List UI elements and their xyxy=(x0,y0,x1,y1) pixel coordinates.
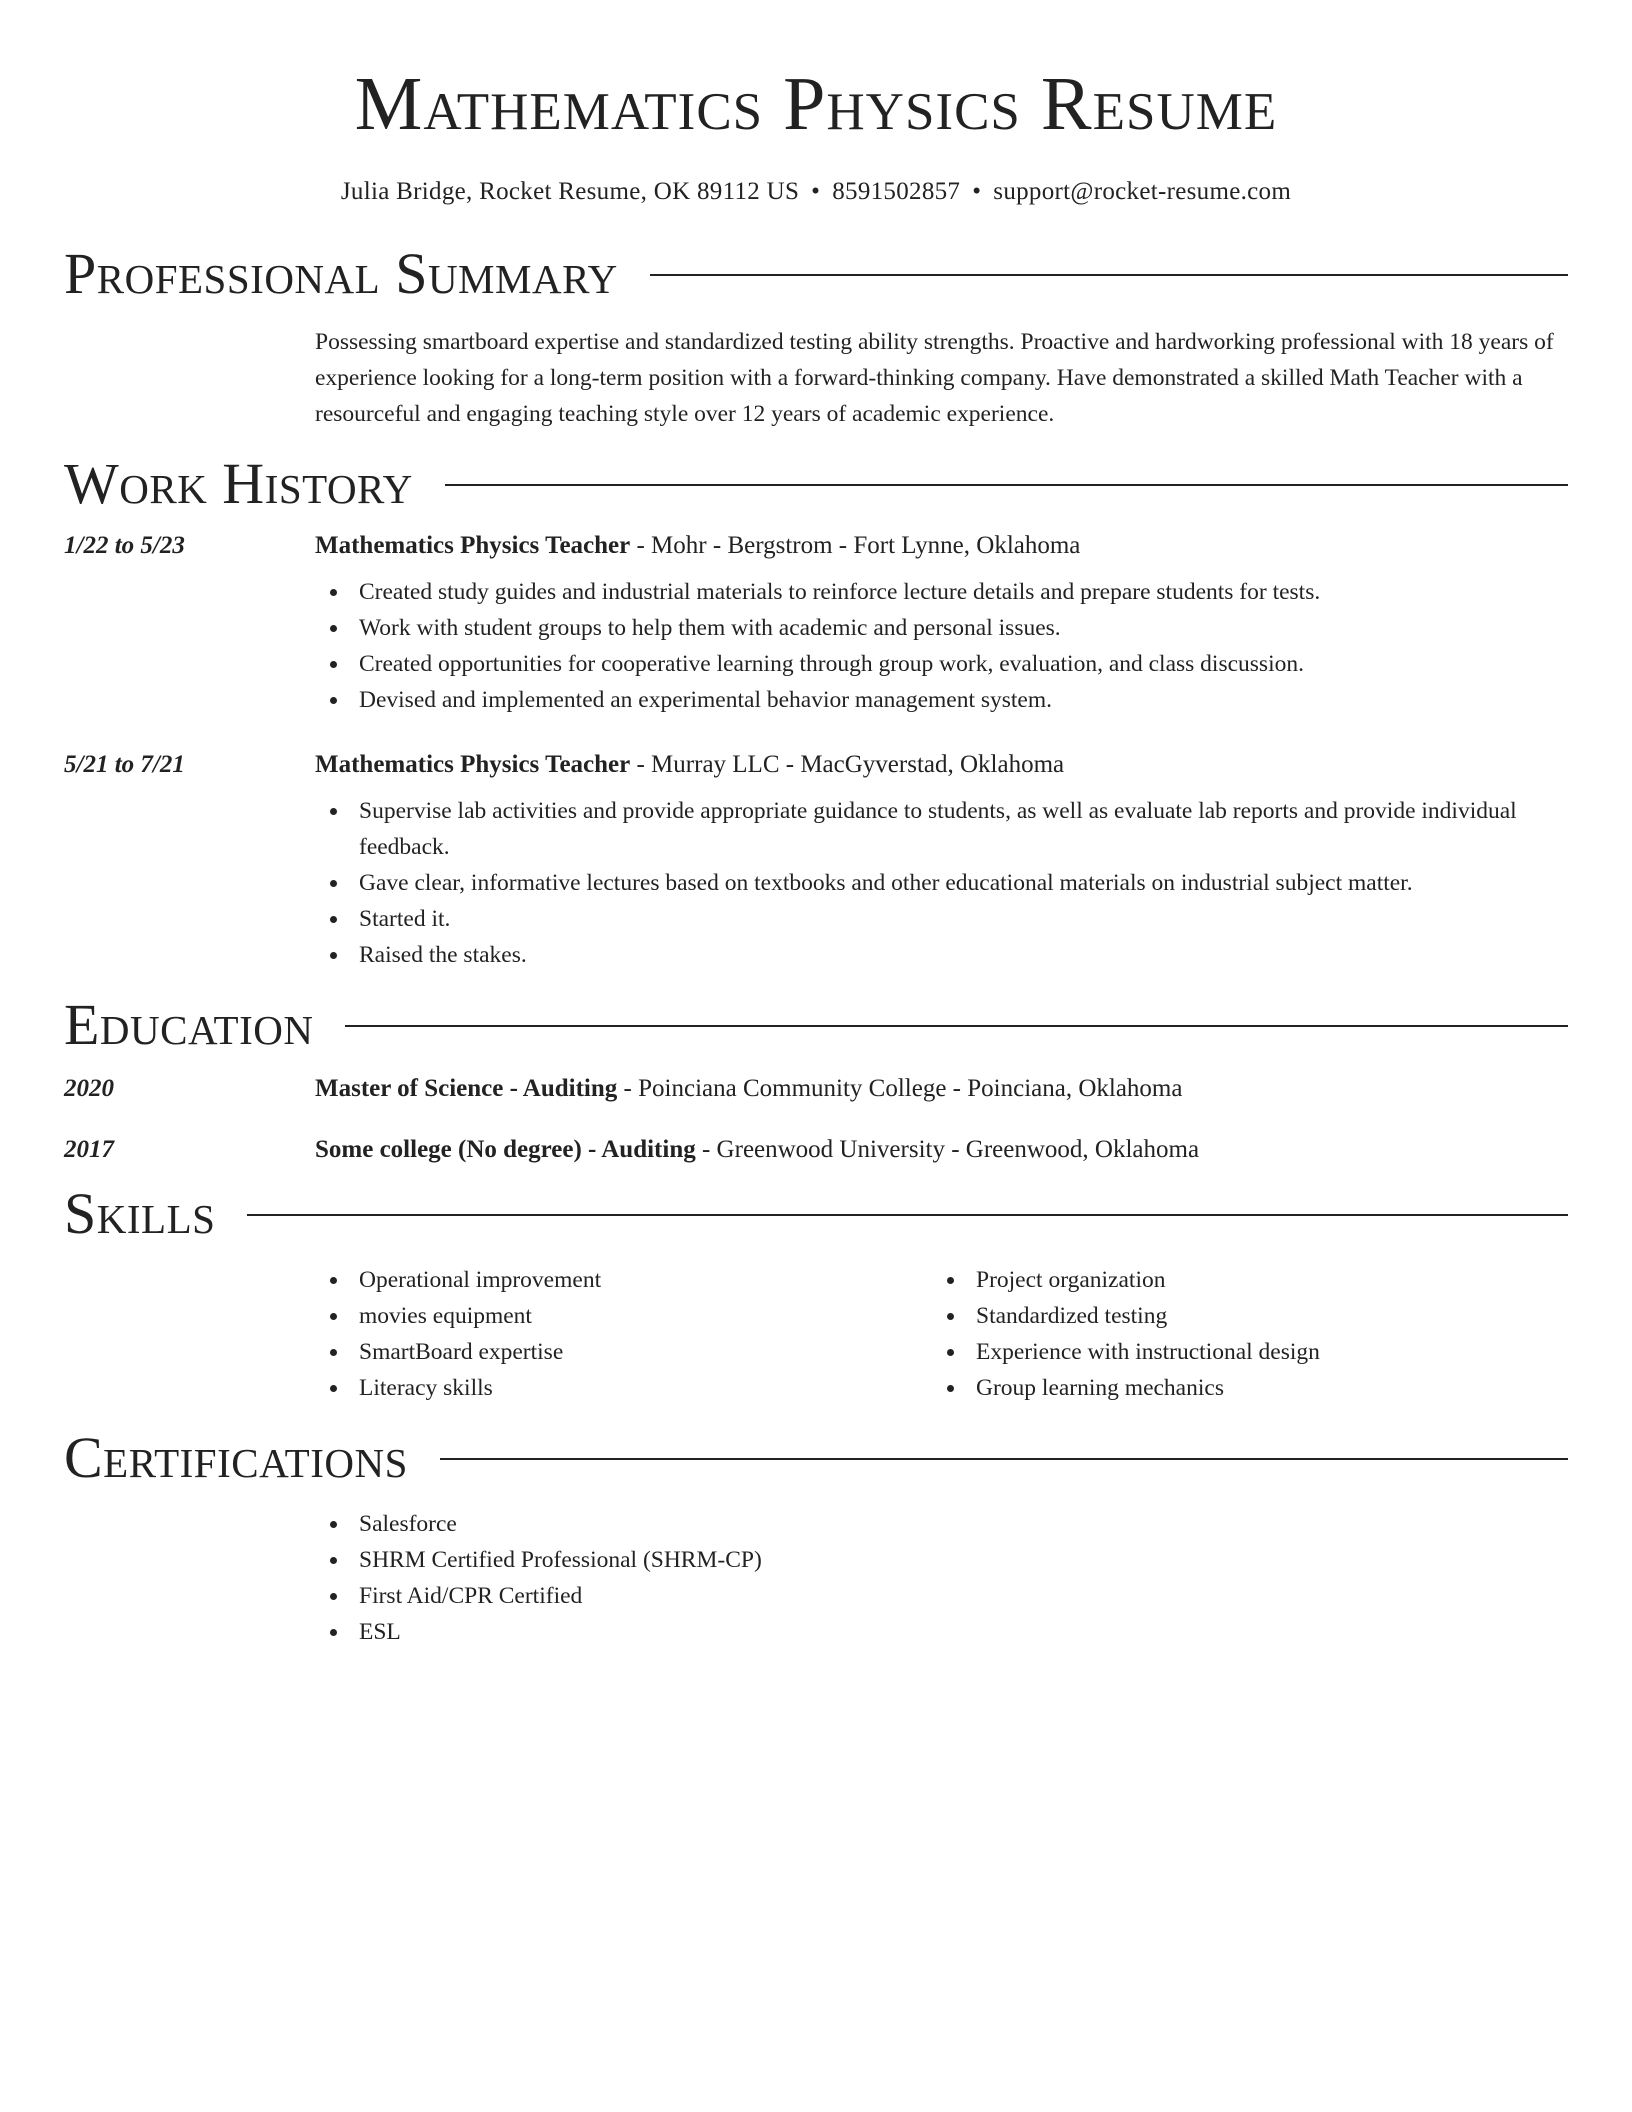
contact-line xyxy=(64,178,1568,206)
education-entry xyxy=(64,1075,1568,1103)
section-heading: Certifications xyxy=(64,1425,408,1490)
skill-item: Literacy skills xyxy=(315,1370,932,1406)
list-item: Raised the stakes. xyxy=(315,937,1568,973)
section-divider xyxy=(345,1025,1568,1027)
certification-item: SHRM Certified Professional (SHRM-CP) xyxy=(315,1542,1568,1578)
education-degree: Master of Science - Auditing xyxy=(315,1075,618,1102)
job-bullets xyxy=(315,574,1568,718)
skill-item: Standardized testing xyxy=(932,1298,1549,1334)
education-heading xyxy=(315,1136,1199,1164)
section-education-header xyxy=(64,992,1568,1057)
job-header xyxy=(64,532,1568,560)
summary-text: Possessing smartboard expertise and standardized testing ability strengths. Proactive and hardworking professional with 18 years of experience looking for a long-term position with a forward-thinking company. Have demonstrated a skilled Math Teacher with a resourceful and engaging teaching style over 12 years of academic experience. xyxy=(315,329,1554,427)
resume-page xyxy=(64,0,1568,1650)
skill-item: Operational improvement xyxy=(315,1262,932,1298)
list-item: Created opportunities for cooperative learning through group work, evaluation, and class discussion. xyxy=(315,646,1568,682)
job-header xyxy=(64,751,1568,779)
certification-item: First Aid/CPR Certified xyxy=(315,1578,1568,1614)
skill-item: Experience with instructional design xyxy=(932,1334,1549,1370)
list-item: Supervise lab activities and provide appropriate guidance to students, as well as evaluate lab reports and provide individual feedback. xyxy=(315,793,1568,865)
education-entry xyxy=(64,1136,1568,1164)
certifications-list xyxy=(315,1506,1568,1650)
section-divider xyxy=(247,1214,1568,1216)
job-dates: 5/21 to 7/21 xyxy=(64,751,185,778)
list-item: Created study guides and industrial materials to reinforce lecture details and prepare students for tests. xyxy=(315,574,1568,610)
education-details: - Poinciana Community College - Poinciana, Oklahoma xyxy=(617,1075,1183,1102)
job-heading xyxy=(315,751,1064,779)
section-divider xyxy=(445,484,1568,486)
list-item: Work with student groups to help them with academic and personal issues. xyxy=(315,610,1568,646)
job-dates: 1/22 to 5/23 xyxy=(64,532,185,559)
job-details: - Mohr - Bergstrom - Fort Lynne, Oklahoma xyxy=(630,532,1081,559)
contact-separator: • xyxy=(811,178,821,205)
skill-item: Group learning mechanics xyxy=(932,1370,1549,1406)
resume-title: Mathematics Physics Resume xyxy=(354,62,1278,146)
section-divider xyxy=(440,1458,1568,1460)
contact-email: support@rocket-resume.com xyxy=(993,178,1292,205)
contact-phone: 8591502857 xyxy=(832,178,961,205)
skills-grid xyxy=(315,1262,1568,1406)
job-heading xyxy=(315,532,1080,560)
skill-item: movies equipment xyxy=(315,1298,932,1334)
section-certifications-header xyxy=(64,1425,1568,1490)
contact-separator: • xyxy=(972,178,982,205)
certification-item: Salesforce xyxy=(315,1506,1568,1542)
list-item: Devised and implemented an experimental behavior management system. xyxy=(315,682,1568,718)
education-details: - Greenwood University - Greenwood, Oklahoma xyxy=(695,1136,1200,1163)
job-title: Mathematics Physics Teacher xyxy=(315,532,631,559)
education-year: 2020 xyxy=(64,1075,114,1102)
job-title: Mathematics Physics Teacher xyxy=(315,751,631,778)
education-heading xyxy=(315,1075,1182,1103)
education-degree: Some college (No degree) - Auditing xyxy=(315,1136,696,1163)
section-work-header xyxy=(64,451,1568,516)
certification-item: ESL xyxy=(315,1614,1568,1650)
section-heading: Skills xyxy=(64,1181,216,1246)
skill-item: SmartBoard expertise xyxy=(315,1334,932,1370)
job-bullets xyxy=(315,793,1568,973)
list-item: Gave clear, informative lectures based on textbooks and other educational materials on industrial subject matter. xyxy=(315,865,1568,901)
section-summary-header xyxy=(64,241,1568,306)
job-entry xyxy=(64,751,1568,973)
section-heading: Work History xyxy=(64,451,413,516)
skill-item: Project organization xyxy=(932,1262,1549,1298)
skills-column-left xyxy=(315,1262,932,1406)
job-entry xyxy=(64,532,1568,718)
section-divider xyxy=(650,274,1568,276)
job-details: - Murray LLC - MacGyverstad, Oklahoma xyxy=(630,751,1065,778)
contact-address: Julia Bridge, Rocket Resume, OK 89112 US xyxy=(340,178,800,205)
section-skills-header xyxy=(64,1181,1568,1246)
section-heading: Professional Summary xyxy=(64,241,618,306)
list-item: Started it. xyxy=(315,901,1568,937)
skills-column-right xyxy=(932,1262,1549,1406)
section-heading: Education xyxy=(64,992,314,1057)
education-year: 2017 xyxy=(64,1136,114,1163)
